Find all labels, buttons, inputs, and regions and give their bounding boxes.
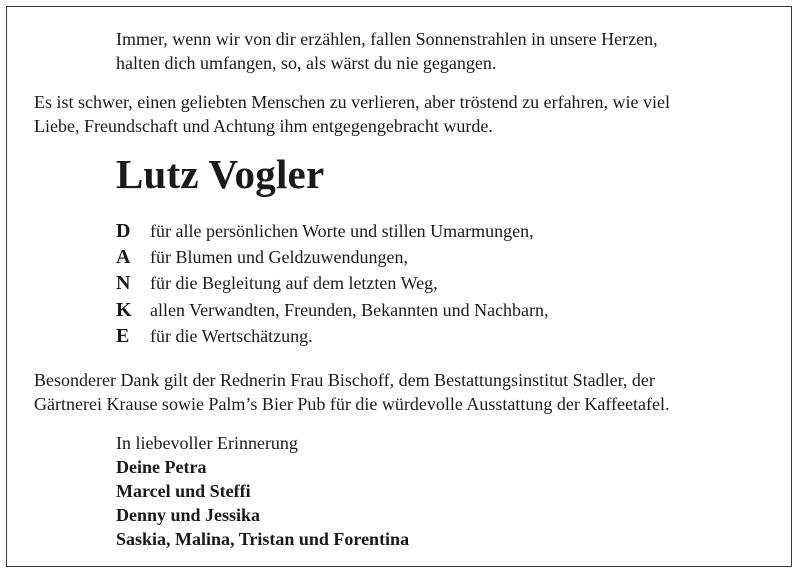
- danke-row-k: [116, 298, 549, 322]
- signer-2: Marcel und Steffi: [116, 481, 251, 501]
- special-thanks-line-2: Gärtnerei Krause sowie Palm’s Bier Pub für die würdevolle Ausstattung der Kaffeetafel.: [34, 394, 670, 414]
- danke-letter: E: [116, 325, 130, 347]
- danke-letter: N: [116, 272, 131, 294]
- danke-text: für Blumen und Geldzuwendungen,: [150, 247, 408, 267]
- danke-letter: D: [116, 220, 131, 242]
- danke-text: für die Wertschätzung.: [150, 326, 313, 346]
- danke-text: für die Begleitung auf dem letzten Weg,: [150, 273, 438, 293]
- deceased-name: Lutz Vogler: [116, 151, 325, 197]
- danke-row-e: [116, 324, 313, 348]
- signer-4: Saskia, Malina, Tristan und Forentina: [116, 529, 410, 549]
- danke-row-a: [116, 245, 408, 269]
- intro-line-1: Es ist schwer, einen geliebten Menschen zu verlieren, aber tröstend zu erfahren, wie viel: [34, 92, 671, 112]
- danke-letter: A: [116, 246, 131, 268]
- danke-text: für alle persönlichen Worte und stillen Umarmungen,: [150, 221, 534, 241]
- signer-1: Deine Petra: [116, 457, 207, 477]
- closing-phrase: In liebevoller Erinnerung: [116, 433, 298, 453]
- danke-letter: K: [116, 299, 132, 321]
- danke-row-d: [116, 219, 534, 243]
- danke-text: allen Verwandten, Freunden, Bekannten und Nachbarn,: [150, 300, 549, 320]
- intro-line-2: Liebe, Freundschaft und Achtung ihm entgegengebracht wurde.: [34, 116, 493, 136]
- verse-line-2: halten dich umfangen, so, als wärst du nie gegangen.: [116, 53, 497, 73]
- special-thanks-line-1: Besonderer Dank gilt der Rednerin Frau Bischoff, dem Bestattungsinstitut Stadler, der: [34, 370, 655, 390]
- verse-line-1: Immer, wenn wir von dir erzählen, fallen Sonnenstrahlen in unsere Herzen,: [116, 29, 658, 49]
- danke-row-n: [116, 271, 438, 295]
- signer-3: Denny und Jessika: [116, 505, 261, 525]
